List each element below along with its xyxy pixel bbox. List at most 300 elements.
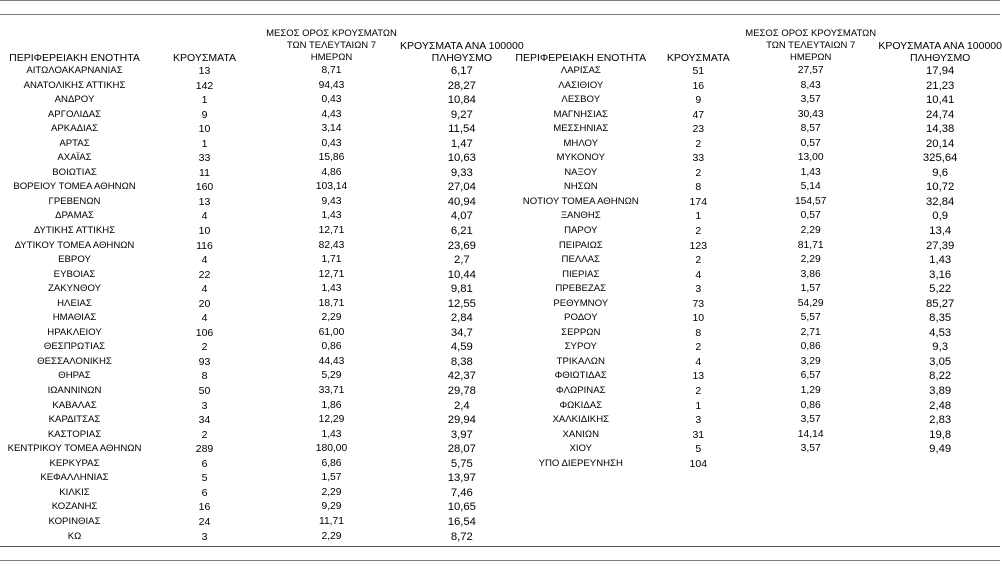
avg-cell: 2,29 <box>321 312 342 324</box>
cases-cell: 13 <box>692 370 705 383</box>
table-row <box>3 268 524 283</box>
table-row <box>3 137 524 152</box>
left-cases-table <box>3 26 524 544</box>
cases-cell: 23 <box>692 123 705 136</box>
region-name-cell: ΑΙΤΩΛΟΑΚΑΡΝΑΝΙΑΣ <box>26 65 123 76</box>
region-name-cell: ΑΝΔΡΟΥ <box>54 94 95 106</box>
rate-cell: 4,53 <box>929 326 952 339</box>
cases-cell: 2 <box>695 166 702 179</box>
rate-cell: 9,49 <box>929 443 952 456</box>
rate-cell: 2,84 <box>450 312 473 325</box>
rate-cell: 3,89 <box>929 385 952 398</box>
cases-cell: 16 <box>198 501 211 514</box>
avg-cell: 82,43 <box>318 239 345 251</box>
table-row <box>3 442 524 457</box>
avg-cell: 2,29 <box>800 225 821 237</box>
avg-cell: 18,71 <box>318 297 345 309</box>
rate-header-line1: ΚΡΟΥΣΜΑΤΑ ΑΝΑ 100000 <box>878 40 1002 52</box>
cases-cell: 1 <box>201 137 208 150</box>
cases-cell: 1 <box>695 399 702 412</box>
cases-cell: 6 <box>201 486 208 499</box>
table-row <box>508 195 1002 210</box>
region-header: ΠΕΡΙΦΕΡΕΙΑΚΗ ΕΝΟΤΗΤΑ <box>515 52 647 64</box>
cases-cell: 13 <box>198 195 211 208</box>
region-name-cell: ΖΑΚΥΝΘΟΥ <box>48 283 101 295</box>
avg-cell: 15,86 <box>318 152 345 164</box>
table-row <box>3 311 524 326</box>
rate-cell <box>878 457 1002 472</box>
rate-cell: 40,94 <box>447 195 476 208</box>
region-name-cell: ΞΑΝΘΗΣ <box>560 210 601 222</box>
region-name-cell: ΠΑΡΟΥ <box>564 225 598 237</box>
cases-cell: 174 <box>689 195 708 208</box>
cases-cell: 4 <box>695 268 702 281</box>
cases-cell: 20 <box>198 297 211 310</box>
rate-cell: 29,78 <box>447 385 476 398</box>
region-name-cell: ΜΕΣΣΗΝΙΑΣ <box>553 123 609 135</box>
table-row <box>3 369 524 384</box>
cases-cell: 5 <box>695 443 702 456</box>
table-row <box>3 151 524 166</box>
rate-cell: 6,21 <box>450 225 473 238</box>
region-name-cell: ΠΙΕΡΙΑΣ <box>562 268 600 280</box>
rate-cell: 8,38 <box>450 355 473 368</box>
region-name-cell: ΓΡΕΒΕΝΩΝ <box>48 195 101 207</box>
avg-cell: 4,86 <box>321 166 342 178</box>
table-row <box>3 93 524 108</box>
table-row <box>3 326 524 341</box>
rate-cell: 10,84 <box>447 94 476 107</box>
cases-cell: 3 <box>201 530 208 543</box>
table-row <box>508 442 1002 457</box>
rate-cell: 17,94 <box>926 65 955 77</box>
table-row <box>3 64 524 79</box>
avg-cell: 12,29 <box>318 414 345 426</box>
rate-cell: 10,65 <box>447 501 476 514</box>
table-row <box>508 428 1002 443</box>
avg-cell: 44,43 <box>318 355 345 367</box>
region-name-cell: ΚΑΡΔΙΤΣΑΣ <box>48 414 101 426</box>
cases-cell: 106 <box>195 326 214 339</box>
cases-cell: 33 <box>692 152 705 165</box>
cases-header: ΚΡΟΥΣΜΑΤΑ <box>666 52 730 64</box>
avg-cell: 1,43 <box>321 428 342 440</box>
rate-cell: 0,9 <box>932 210 949 223</box>
avg-cell: 8,43 <box>800 79 821 91</box>
rate-cell: 27,04 <box>447 181 476 194</box>
table-row <box>508 253 1002 268</box>
avg-cell: 30,43 <box>797 108 824 120</box>
avg-cell: 9,43 <box>321 195 342 207</box>
rate-cell: 3,97 <box>450 428 473 441</box>
avg-cell: 154,57 <box>794 195 827 207</box>
table-row <box>3 166 524 181</box>
avg-cell: 2,71 <box>800 326 821 338</box>
rate-cell: 2,4 <box>453 399 470 412</box>
avg-cell: 5,29 <box>321 370 342 382</box>
rate-cell: 13,4 <box>929 225 952 238</box>
cases-cell: 50 <box>198 385 211 398</box>
rate-cell: 34,7 <box>450 326 473 339</box>
cases-cell: 4 <box>201 210 208 223</box>
avg-cell: 81,71 <box>797 239 824 251</box>
region-name-cell: ΚΕΡΚΥΡΑΣ <box>49 457 100 469</box>
bottom-rule-inner <box>0 560 1000 561</box>
avg-cell: 13,00 <box>797 152 824 164</box>
table-row <box>3 108 524 123</box>
region-name-cell: ΠΕΙΡΑΙΩΣ <box>558 239 603 251</box>
avg-cell: 2,29 <box>321 486 342 498</box>
cases-cell: 3 <box>695 283 702 296</box>
region-name-cell: ΣΥΡΟΥ <box>564 341 597 353</box>
avg-cell: 11,71 <box>318 515 344 527</box>
region-name-cell: ΘΕΣΠΡΩΤΙΑΣ <box>43 341 106 353</box>
avg-header-line1: ΜΕΣΟΣ ΟΡΟΣ ΚΡΟΥΣΜΑΤΩΝ <box>745 28 877 39</box>
cases-cell: 93 <box>198 355 211 368</box>
table-row <box>508 413 1002 428</box>
avg-cell: 54,29 <box>797 297 824 309</box>
table-row <box>3 253 524 268</box>
region-name-cell: ΙΩΑΝΝΙΝΩΝ <box>47 385 102 397</box>
rate-cell: 14,38 <box>926 123 955 136</box>
region-name-cell: ΦΘΙΩΤΙΔΑΣ <box>554 370 607 382</box>
avg-cell: 4,43 <box>321 108 342 120</box>
region-name-cell: ΦΩΚΙΔΑΣ <box>559 399 603 411</box>
table-row <box>508 122 1002 137</box>
cases-cell: 160 <box>195 181 214 194</box>
bottom-rule <box>0 546 1000 547</box>
rate-cell: 20,14 <box>926 137 955 150</box>
rate-cell: 9,27 <box>450 108 473 121</box>
rate-cell: 5,22 <box>929 283 952 296</box>
rate-cell: 2,7 <box>453 254 470 267</box>
avg-cell: 1,57 <box>800 283 821 295</box>
rate-cell: 10,44 <box>447 268 476 281</box>
rate-cell: 2,83 <box>929 414 952 427</box>
avg-cell: 27,57 <box>797 65 824 76</box>
rate-cell: 9,33 <box>450 166 473 179</box>
region-name-cell: ΛΕΣΒΟΥ <box>561 94 601 106</box>
table-row <box>3 500 524 515</box>
rate-cell: 23,69 <box>447 239 476 252</box>
avg-cell: 0,57 <box>800 210 821 222</box>
avg-cell: 2,29 <box>800 254 821 266</box>
table-row <box>3 486 524 501</box>
region-name-cell: ΑΡΚΑΔΙΑΣ <box>51 123 98 135</box>
right-cases-table <box>508 26 1002 471</box>
cases-cell: 2 <box>201 428 208 441</box>
cases-cell: 10 <box>198 123 211 136</box>
cases-cell: 34 <box>198 414 211 427</box>
table-row <box>508 79 1002 94</box>
table-row <box>508 399 1002 414</box>
region-name-cell: ΝΟΤΙΟΥ ΤΟΜΕΑ ΑΘΗΝΩΝ <box>522 195 639 207</box>
table-row <box>3 282 524 297</box>
rate-cell: 19,8 <box>929 428 952 441</box>
avg-cell: 6,86 <box>321 457 342 469</box>
region-name-cell: ΧΑΝΙΩΝ <box>562 428 599 440</box>
region-name-cell: ΗΜΑΘΙΑΣ <box>52 312 97 324</box>
table-row <box>508 457 1002 472</box>
table-row <box>508 239 1002 254</box>
table-row <box>3 209 524 224</box>
avg-cell: 8,57 <box>800 123 821 135</box>
cases-cell: 116 <box>196 239 213 252</box>
region-name-cell: ΧΑΛΚΙΔΙΚΗΣ <box>552 414 610 426</box>
cases-cell: 9 <box>201 108 208 121</box>
table-row <box>3 428 524 443</box>
region-name-cell: ΠΡΕΒΕΖΑΣ <box>555 283 607 295</box>
region-name-cell: ΚΩ <box>67 530 82 542</box>
region-name-cell: ΤΡΙΚΑΛΩΝ <box>556 355 605 367</box>
avg-header-line3: ΗΜΕΡΩΝ <box>789 52 832 63</box>
avg-cell: 8,71 <box>321 65 342 76</box>
table-row <box>3 399 524 414</box>
table-row <box>508 108 1002 123</box>
region-name-cell: ΒΟΡΕΙΟΥ ΤΟΜΕΑ ΑΘΗΝΩΝ <box>13 181 136 193</box>
rate-cell: 21,23 <box>926 79 955 92</box>
region-name-cell: ΔΡΑΜΑΣ <box>55 210 94 222</box>
cases-cell: 2 <box>695 225 702 238</box>
cases-cell: 5 <box>201 472 208 485</box>
table-row <box>508 151 1002 166</box>
avg-cell: 5,14 <box>800 181 821 193</box>
right-table-body <box>508 64 1002 471</box>
table-row <box>508 209 1002 224</box>
avg-cell: 1,43 <box>321 210 342 222</box>
rate-cell: 9,81 <box>450 283 473 296</box>
cases-cell: 24 <box>198 515 211 528</box>
table-row <box>508 297 1002 312</box>
rate-cell: 12,55 <box>447 297 476 310</box>
avg-cell: 0,57 <box>800 137 821 149</box>
avg-cell: 3,57 <box>800 94 821 106</box>
cases-cell: 123 <box>689 239 708 252</box>
region-name-cell: ΚΑΒΑΛΑΣ <box>52 399 97 411</box>
cases-cell: 2 <box>695 137 702 150</box>
rate-header-line2: ΠΛΗΘΥΣΜΟ <box>431 52 493 64</box>
avg-cell: 0,86 <box>800 399 821 411</box>
table-row <box>508 224 1002 239</box>
table-row <box>508 355 1002 370</box>
cases-cell: 13 <box>198 65 211 77</box>
region-name-cell: ΛΑΡΙΣΑΣ <box>560 65 601 76</box>
rate-cell: 8,35 <box>929 312 952 325</box>
avg-cell: 3,14 <box>321 123 342 135</box>
avg-cell: 12,71 <box>318 268 345 280</box>
cases-cell: 73 <box>692 297 705 310</box>
rate-cell: 3,16 <box>929 268 952 281</box>
rate-cell: 9,6 <box>932 166 949 179</box>
rate-cell: 8,22 <box>929 370 952 383</box>
rate-cell: 85,27 <box>926 297 955 310</box>
rate-header-line2: ΠΛΗΘΥΣΜΟ <box>909 52 971 64</box>
avg-cell: 61,00 <box>318 326 345 338</box>
avg-cell: 0,43 <box>321 94 342 106</box>
rate-cell: 10,63 <box>447 152 476 165</box>
region-name-cell: ΜΗΛΟΥ <box>563 137 599 149</box>
cases-cell: 1 <box>201 94 208 107</box>
cases-cell: 142 <box>195 79 214 92</box>
table-row <box>508 311 1002 326</box>
cases-cell: 2 <box>695 385 702 398</box>
rate-cell: 28,27 <box>447 79 476 92</box>
region-name-cell: ΚΕΦΑΛΛΗΝΙΑΣ <box>40 472 109 484</box>
avg-header-line1: ΜΕΣΟΣ ΟΡΟΣ ΚΡΟΥΣΜΑΤΩΝ <box>266 28 397 39</box>
table-row <box>3 457 524 472</box>
rate-cell: 42,37 <box>447 370 476 383</box>
region-name-cell: ΒΟΙΩΤΙΑΣ <box>52 166 97 178</box>
table-row <box>508 384 1002 399</box>
cases-cell: 6 <box>201 457 208 470</box>
table-row <box>3 195 524 210</box>
table-row <box>3 530 524 545</box>
table-row <box>508 340 1002 355</box>
table-row <box>3 515 524 530</box>
top-rule <box>0 0 1000 1</box>
avg-cell: 1,43 <box>800 166 821 178</box>
rate-cell: 28,07 <box>447 443 476 456</box>
region-name-cell: ΑΡΤΑΣ <box>59 137 90 149</box>
rate-cell: 24,74 <box>926 108 955 121</box>
table-row <box>3 340 524 355</box>
cases-cell: 4 <box>201 283 208 296</box>
avg-cell: 14,14 <box>797 428 824 440</box>
avg-cell: 0,86 <box>321 341 342 353</box>
table-row <box>3 224 524 239</box>
cases-cell: 47 <box>692 108 705 121</box>
table-row <box>3 384 524 399</box>
table-row <box>508 64 1002 79</box>
table-row <box>508 137 1002 152</box>
region-name-cell: ΚΟΖΑΝΗΣ <box>51 501 98 513</box>
rate-cell: 27,39 <box>926 239 955 252</box>
region-name-cell: ΗΡΑΚΛΕΙΟΥ <box>47 326 102 338</box>
region-name-cell: ΚΙΛΚΙΣ <box>59 486 90 498</box>
cases-cell: 10 <box>692 312 705 325</box>
top-rule-inner <box>0 14 1000 15</box>
cases-cell: 1 <box>695 210 702 223</box>
table-row <box>508 282 1002 297</box>
avg-cell: 1,57 <box>321 472 342 484</box>
cases-cell: 8 <box>201 370 208 383</box>
region-name-cell: ΛΑΣΙΘΙΟΥ <box>558 79 604 91</box>
cases-cell: 2 <box>201 341 208 354</box>
cases-header: ΚΡΟΥΣΜΑΤΑ <box>173 52 236 64</box>
region-name-cell: ΔΥΤΙΚΗΣ ΑΤΤΙΚΗΣ <box>33 225 116 237</box>
rate-cell: 10,41 <box>926 94 955 107</box>
region-name-cell: ΚΕΝΤΡΙΚΟΥ ΤΟΜΕΑ ΑΘΗΝΩΝ <box>7 443 142 455</box>
region-name-cell: ΕΥΒΟΙΑΣ <box>53 268 96 280</box>
rate-cell: 6,17 <box>450 65 473 77</box>
avg-cell: 0,43 <box>321 137 342 149</box>
cases-cell: 2 <box>695 341 702 354</box>
rate-cell: 2,48 <box>929 399 952 412</box>
region-name-cell: ΕΒΡΟΥ <box>58 254 91 266</box>
region-name-cell: ΘΗΡΑΣ <box>58 370 91 382</box>
table-row <box>508 369 1002 384</box>
avg-header <box>263 26 400 64</box>
avg-cell: 2,29 <box>321 530 342 542</box>
region-name-cell: ΦΛΩΡΙΝΑΣ <box>555 385 606 397</box>
region-name-cell: ΧΙΟΥ <box>569 443 593 455</box>
region-name-cell: ΡΕΘΥΜΝΟΥ <box>553 297 609 309</box>
avg-cell: 1,43 <box>321 283 342 295</box>
left-table-body <box>3 64 524 544</box>
avg-cell: 103,14 <box>315 181 348 193</box>
table-row <box>3 413 524 428</box>
region-name-cell: ΝΗΣΩΝ <box>563 181 598 193</box>
cases-cell: 3 <box>201 399 208 412</box>
rate-cell: 3,05 <box>929 355 952 368</box>
avg-cell: 3,57 <box>800 443 821 455</box>
cases-cell: 31 <box>692 428 705 441</box>
cases-cell: 4 <box>695 355 702 368</box>
rate-cell: 32,84 <box>926 195 955 208</box>
avg-cell: 3,29 <box>800 355 821 367</box>
table-row <box>508 166 1002 181</box>
cases-cell: 2 <box>695 254 702 267</box>
avg-cell: 5,57 <box>800 312 821 324</box>
avg-cell: 1,29 <box>800 385 821 397</box>
cases-cell: 11 <box>199 166 210 179</box>
rate-header-line1: ΚΡΟΥΣΜΑΤΑ ΑΝΑ 100000 <box>400 40 524 52</box>
avg-cell: 94,43 <box>318 79 345 91</box>
avg-header-line2: ΤΩΝ ΤΕΛΕΥΤΑΙΩΝ 7 <box>766 40 856 51</box>
avg-cell <box>743 457 878 472</box>
avg-cell: 3,57 <box>800 414 821 426</box>
avg-header <box>743 26 878 64</box>
table-row <box>3 122 524 137</box>
table-row <box>508 93 1002 108</box>
region-name-cell: ΑΝΑΤΟΛΙΚΗΣ ΑΤΤΙΚΗΣ <box>23 79 126 91</box>
region-name-cell: ΥΠΟ ΔΙΕΡΕΥΝΗΣΗ <box>538 457 623 469</box>
avg-header-line3: ΗΜΕΡΩΝ <box>310 52 353 63</box>
region-name-cell: ΔΥΤΙΚΟΥ ΤΟΜΕΑ ΑΘΗΝΩΝ <box>14 239 135 251</box>
cases-cell: 4 <box>201 254 208 267</box>
rate-cell: 1,43 <box>929 254 952 267</box>
cases-cell: 9 <box>695 94 702 107</box>
cases-cell: 289 <box>195 443 214 456</box>
rate-cell: 29,94 <box>447 414 476 427</box>
cases-cell: 16 <box>692 79 705 92</box>
rate-cell: 7,46 <box>450 486 473 499</box>
rate-cell: 5,75 <box>450 457 473 470</box>
cases-cell: 22 <box>198 268 211 281</box>
cases-cell: 8 <box>695 326 702 339</box>
table-row <box>3 297 524 312</box>
region-name-cell: ΜΑΓΝΗΣΙΑΣ <box>553 108 608 120</box>
rate-header <box>878 26 1002 64</box>
cases-cell: 10 <box>198 225 211 238</box>
table-row <box>3 239 524 254</box>
rate-cell: 4,07 <box>450 210 473 223</box>
region-name-cell: ΠΕΛΛΑΣ <box>561 254 600 266</box>
avg-cell: 1,71 <box>321 254 342 266</box>
region-name-cell: ΑΡΓΟΛΙΔΑΣ <box>47 108 102 120</box>
region-name-cell: ΝΑΞΟΥ <box>564 166 598 178</box>
avg-header-line2: ΤΩΝ ΤΕΛΕΥΤΑΙΩΝ 7 <box>286 40 377 51</box>
cases-cell: 8 <box>695 181 702 194</box>
avg-cell: 1,86 <box>321 399 342 411</box>
cases-cell: 4 <box>201 312 208 325</box>
left-table-header <box>3 26 524 64</box>
avg-cell: 6,57 <box>800 370 821 382</box>
avg-cell: 12,71 <box>318 225 345 237</box>
right-table-header <box>508 26 1002 64</box>
cases-cell: 51 <box>692 65 705 77</box>
avg-cell: 33,71 <box>318 385 345 397</box>
